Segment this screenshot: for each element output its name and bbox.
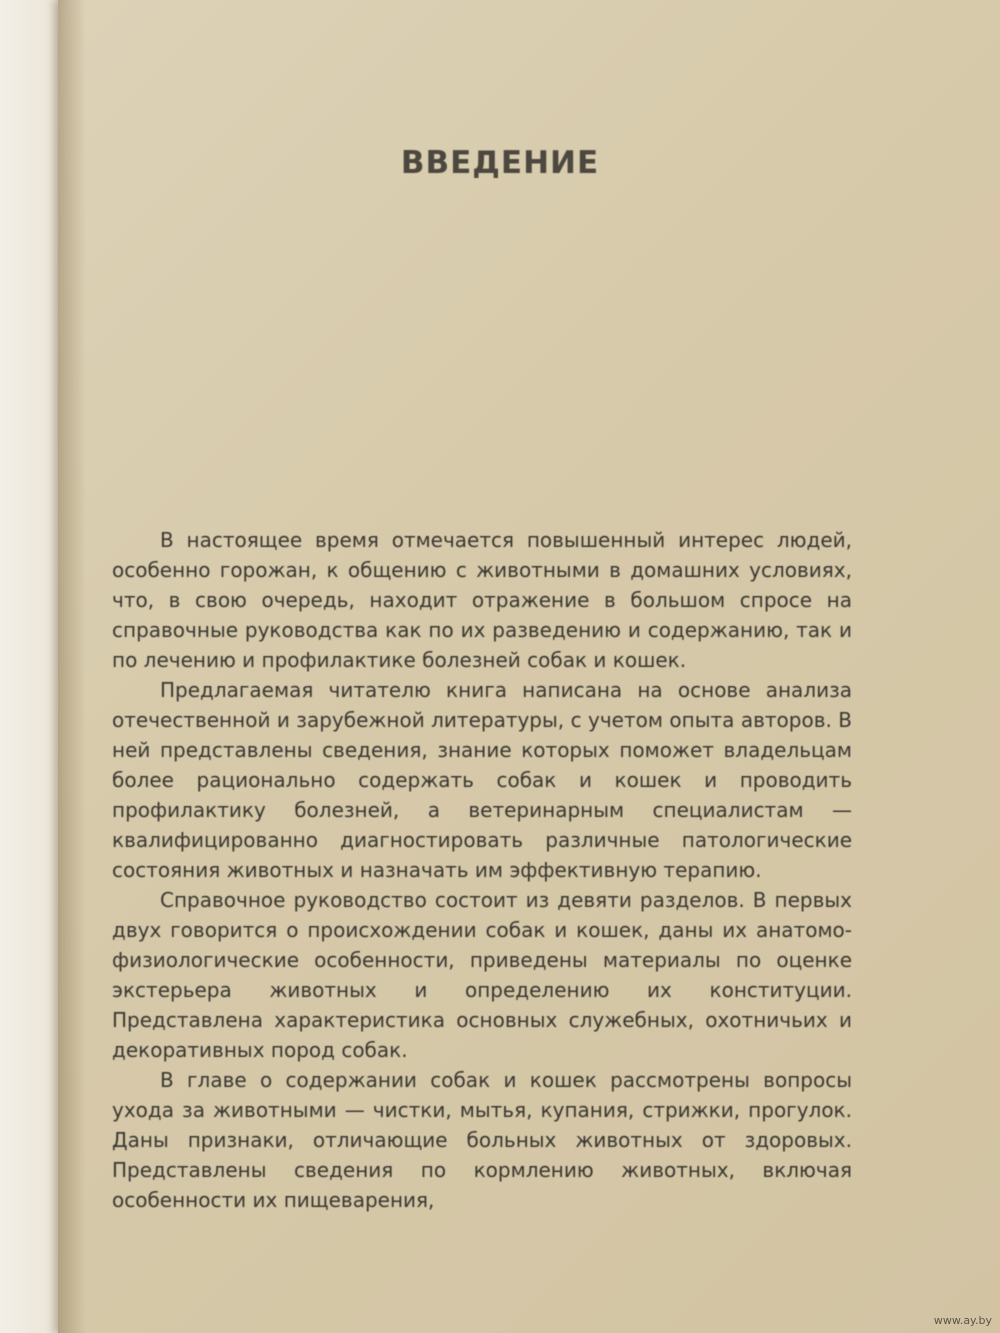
chapter-title: ВВЕДЕНИЕ [400,145,600,181]
paragraph-3: Справочное руководство состоит из девяти разделов. В первых двух говорится о происхождении собак и кошек, даны их анатомо-физиологические особенности, приведены материалы по оценке экстерьера животных и определению их конституции. Представлена характеристика основных служебных, охотничьих и декоративных пород собак. [112,888,852,1062]
watermark: www.ay.by [933,1314,992,1327]
paragraph-2: Предлагаемая читателю книга написана на основе анализа отечественной и зарубежной литературы, с учетом опыта авторов. В ней представлены сведения, знание которых поможет владельцам более рационально содержать собак и кошек и проводить профилактику болезней, а ветеринарным специалистам — квалифицированно диагностировать различные патологические состояния животных и назначать им эффективную терапию. [112,678,852,882]
paragraph-4: В главе о содержании собак и кошек рассмотрены вопросы ухода за животными — чистки, мытья, купания, стрижки, прогулок. Даны признаки, отличающие больных животных от здоровых. Представлены сведения по кормлению животных, включая особенности их пищеварения, [112,1068,852,1212]
body-text [112,525,852,1215]
paragraph-1: В настоящее время отмечается повышенный интерес людей, особенно горожан, к общению с животными в домашних условиях, что, в свою очередь, находит отражение в большом спросе на справочные руководства как по их разведению и содержанию, так и по лечению и профилактике болезней собак и кошек. [112,528,852,672]
